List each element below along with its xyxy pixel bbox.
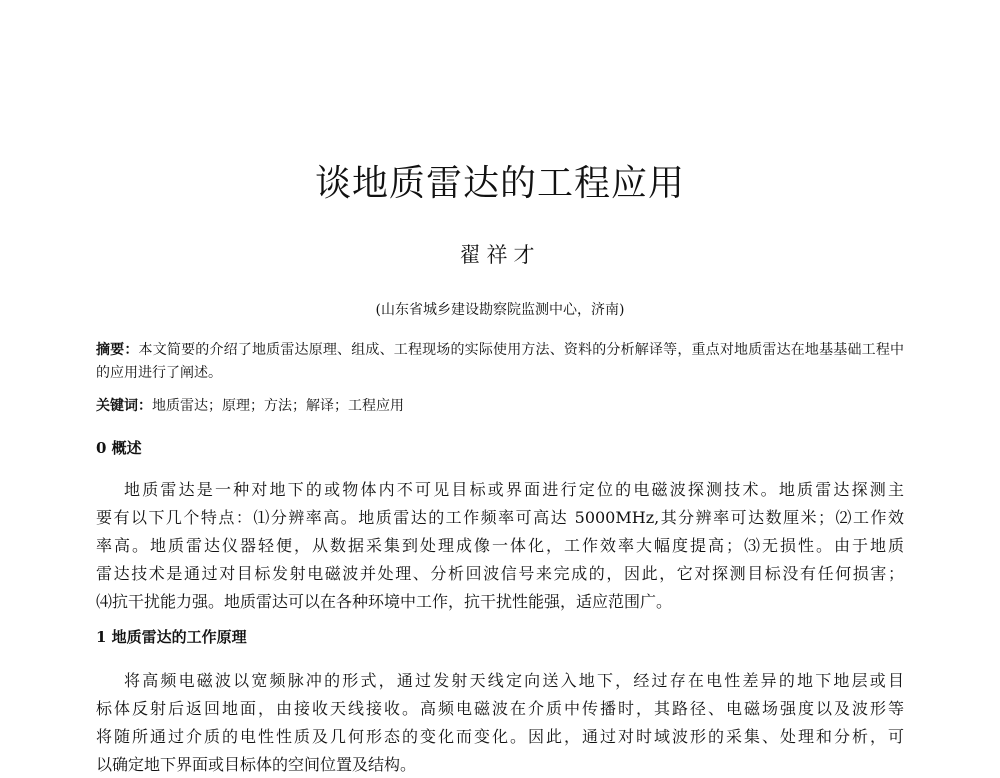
- paragraph-line: 雷达技术是通过对目标发射电磁波并处理、分析回波信号来完成的，因此，它对探测目标没有任何损害；: [96, 564, 904, 583]
- author-name: 翟祥才: [459, 243, 541, 267]
- paragraph-line: 地质雷达是一种对地下的或物体内不可见目标或界面进行定位的电磁波探测技术。地质雷达探测主: [124, 480, 904, 499]
- paragraph-line: 将高频电磁波以宽频脉冲的形式，通过发射天线定向送入地下，经过存在电性差异的地下地层或目: [124, 671, 904, 690]
- keywords-text: 地质雷达；原理；方法；解译；工程应用: [152, 398, 404, 414]
- section-heading-overview: 0 概述: [96, 439, 142, 457]
- paragraph-line: 标体反射后返回地面，由接收天线接收。高频电磁波在介质中传播时，其路径、电磁场强度以及波形等: [96, 699, 904, 718]
- abstract-text: 本文简要的介绍了地质雷达原理、组成、工程现场的实际使用方法、资料的分析解译等，重点对地质雷达在地基基础工程中的应用进行了阐述。: [96, 342, 905, 381]
- abstract-label: 摘要：: [96, 342, 139, 358]
- paragraph-line: 将随所通过介质的电性性质及几何形态的变化而变化。因此，通过对时域波形的采集、处理和分析，可: [96, 727, 904, 746]
- keywords-label: 关键词：: [96, 398, 152, 414]
- paragraph-line: ⑷抗干扰能力强。地质雷达可以在各种环境中工作，抗干扰性能强，适应范围广。: [96, 592, 673, 611]
- section-heading-principle: 1 地质雷达的工作原理: [96, 628, 247, 646]
- paragraph-line: 要有以下几个特点：⑴分辨率高。地质雷达的工作频率可高达 5000MHz,其分辨率可达数厘米；⑵工作效: [96, 508, 904, 527]
- keywords: [96, 395, 904, 417]
- author-affiliation: (山东省城乡建设勘察院监测中心，济南): [375, 302, 625, 318]
- abstract: [96, 339, 904, 385]
- paragraph-line: 率高。地质雷达仪器轻便，从数据采集到处理成像一体化，工作效率大幅度提高；⑶无损性。由于地质: [96, 536, 904, 555]
- paper-title: 谈地质雷达的工程应用: [314, 163, 685, 204]
- paragraph-line: 以确定地下界面或目标体的空间位置及结构。: [96, 755, 417, 774]
